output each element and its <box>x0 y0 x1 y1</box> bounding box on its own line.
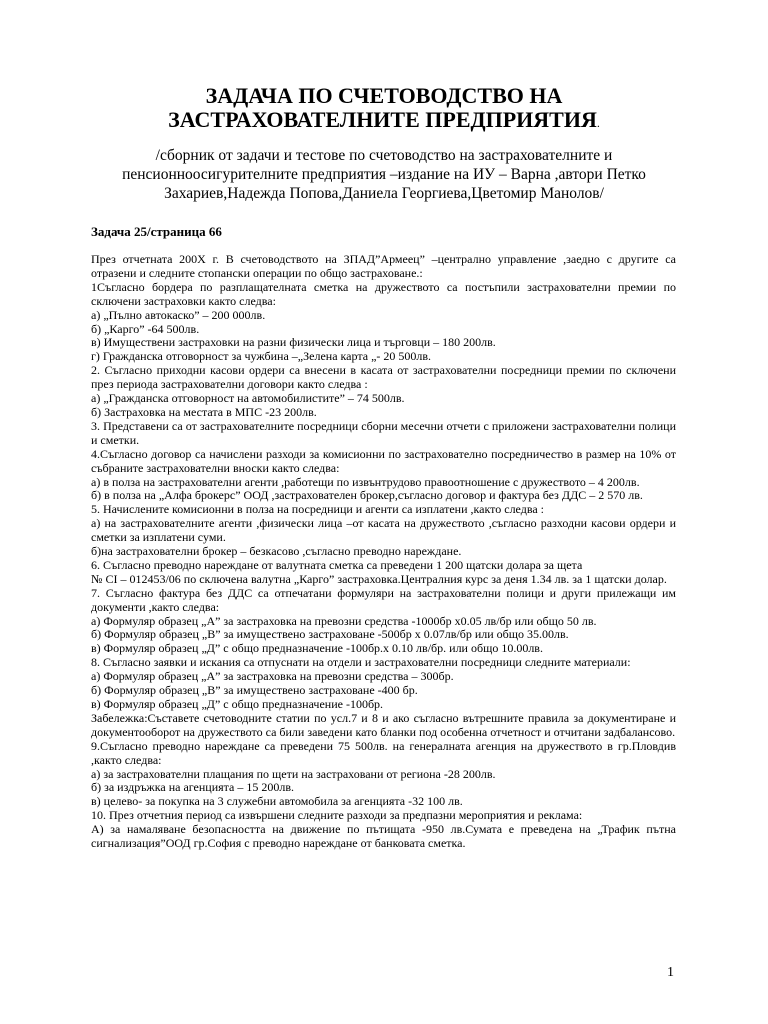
paragraph-op9: 9.Съгласно преводно нареждане са преведени 75 500лв. на генералната агенция на дружеството в гр.Пловдив ,както следва: <box>91 738 676 767</box>
paragraph-op10: 10. През отчетния период са извършени следните разходи за предпазни мероприятия и реклама: <box>91 808 583 823</box>
paragraph-op8-a: а) Формуляр образец „А” за застраховка на превозни средства – 300бр. <box>91 669 454 684</box>
paragraph-op9-c: в) целево- за покупка на 3 служебни автомобила за агенцията -32 100 лв. <box>91 794 463 809</box>
paragraph-op6-cont: № CI – 012453/06 по сключена валутна „Карго” застраховка.Централния курс за деня 1.34 лв. за 1 щатски долар. <box>91 571 667 586</box>
title-line-2-text: ЗАСТРАХОВАТЕЛНИТЕ ПРЕДПРИЯТИЯ <box>168 107 597 132</box>
task-body <box>91 253 676 851</box>
paragraph-op7-c: в) Формуляр образец „Д” с общо предназначение -100бр.х 0.10 лв/бр. или общо 10.00лв. <box>91 641 543 656</box>
paragraph-op1-a: а) „Пълно автокаско” – 200 000лв. <box>91 307 266 322</box>
paragraph-op1-c: в) Имуществени застраховки на разни физически лица и търговци – 180 200лв. <box>91 335 496 350</box>
paragraph-op1-b: б) „Карго” -64 500лв. <box>91 321 200 336</box>
paragraph-op7-b: б) Формуляр образец „В” за имуществено застраховане -500бр х 0.07лв/бр или общо 35.00лв. <box>91 627 569 642</box>
page-number: 1 <box>667 965 674 980</box>
paragraph-op2-b: б) Застраховка на местата в МПС -23 200лв. <box>91 404 317 419</box>
paragraph-note: Забележка:Съставете счетоводните статии по усл.7 и 8 и ако съгласно вътрешните правила за документиране и документооборот на дружеството са били заведени като бланки под особенна отчетност и отчитани задбалансово. <box>91 710 676 739</box>
paragraph-op9-b: б) за издръжка на агенцията – 15 200лв. <box>91 780 295 795</box>
paragraph-op5-a: а) на застрахователните агенти ,физически лица –от касата на дружеството ,съгласно разходни касови ордери и сметки за изплатени суми. <box>91 516 676 545</box>
subtitle-line-2: пенсионноосигурителните предприятия –издание на ИУ – Варна ,автори Петко <box>122 166 646 183</box>
paragraph-op10-a: А) за намаляване безопасността на движение по пътищата -950 лв.Сумата е преведена на „Трафик пътна сигнализация”ООД гр.София с преводно нареждане от банковата сметка. <box>91 822 676 851</box>
title-dot: . <box>596 116 600 130</box>
paragraph-op2: 2. Съгласно приходни касови ордери са внесени в касата от застрахователни посредници премии по сключени през периода застрахователни договори както следва : <box>91 363 676 392</box>
paragraph-op6: 6. Съгласно преводно нареждане от валутната сметка са преведени 1 200 щатски долара за щета <box>91 557 583 572</box>
paragraph-op7: 7. Съгласно фактура без ДДС са отпечатани формуляри на застрахователни полици и други прилежащи им документи ,както следва: <box>91 585 676 614</box>
paragraph-intro: През отчетната 200Х г. В счетоводството на ЗПАД”Армеец” –централно управление ,заедно с другите са отразени и следните стопански операции по общо застраховане.: <box>91 252 676 280</box>
paragraph-op1-d: г) Гражданска отговорност за чужбина –„Зелена карта „- 20 500лв. <box>91 349 432 364</box>
title-line-2 <box>0 108 768 135</box>
paragraph-op4-b: б) в полза на „Алфа брокерс” ООД ,застрахователен брокер,съгласно договор и фактура без ДДС – 2 570 лв. <box>91 488 643 503</box>
paragraph-op3: 3. Представени са от застрахователните посредници сборни месечни отчети с приложени застрахователни полици и сметки. <box>91 418 676 447</box>
task-heading: Задача 25/страница 66 <box>91 224 222 239</box>
paragraph-op4-a: а) в полза на застрахователни агенти ,работещи по извънтрудово правоотношение с дружеството – 4 200лв. <box>91 474 640 489</box>
paragraph-op8-b: б) Формуляр образец „В” за имуществено застраховане -400 бр. <box>91 683 418 698</box>
subtitle-line-3: Захариев,Надежда Попова,Даниела Георгиева,Цветомир Манолов/ <box>164 185 604 202</box>
paragraph-op5: 5. Начислените комисионни в полза на посредници и агенти са изплатени ,както следва : <box>91 502 544 517</box>
paragraph-op8: 8. Съгласно заявки и искания са отпуснати на отдели и застрахователни посредници следните материали: <box>91 655 631 670</box>
paragraph-op7-a: а) Формуляр образец „А” за застраховка на превозни средства -1000бр х0.05 лв/бр или общо 50 лв. <box>91 613 597 628</box>
paragraph-op4: 4.Съгласно договор са начислени разходи за комисионни по застрахователно посредничество в размер на 10% от събраните застрахователни вноски както следва: <box>91 446 676 475</box>
paragraph-op1: 1Съгласно бордера по разплащателната сметка на дружеството са постъпили застрахователни премии по сключени застраховки както следва: <box>91 279 676 308</box>
paragraph-op5-b: б)на застрахователни брокер – безкасово ,съгласно преводно нареждане. <box>91 544 462 559</box>
document-title <box>0 84 768 135</box>
paragraph-op2-a: а) „Гражданска отговорност на автомобилистите” – 74 500лв. <box>91 391 405 406</box>
subtitle-line-1: /сборник от задачи и тестове по счетоводство на застрахователните и <box>155 147 613 164</box>
title-line-1: ЗАДАЧА ПО СЧЕТОВОДСТВО НА <box>205 83 563 108</box>
document-subtitle <box>100 146 668 203</box>
paragraph-op8-c: в) Формуляр образец „Д” с общо предназначение -100бр. <box>91 697 384 711</box>
paragraph-op9-a: а) за застрахователни плащания по щети на застраховани от региона -28 200лв. <box>91 766 496 781</box>
